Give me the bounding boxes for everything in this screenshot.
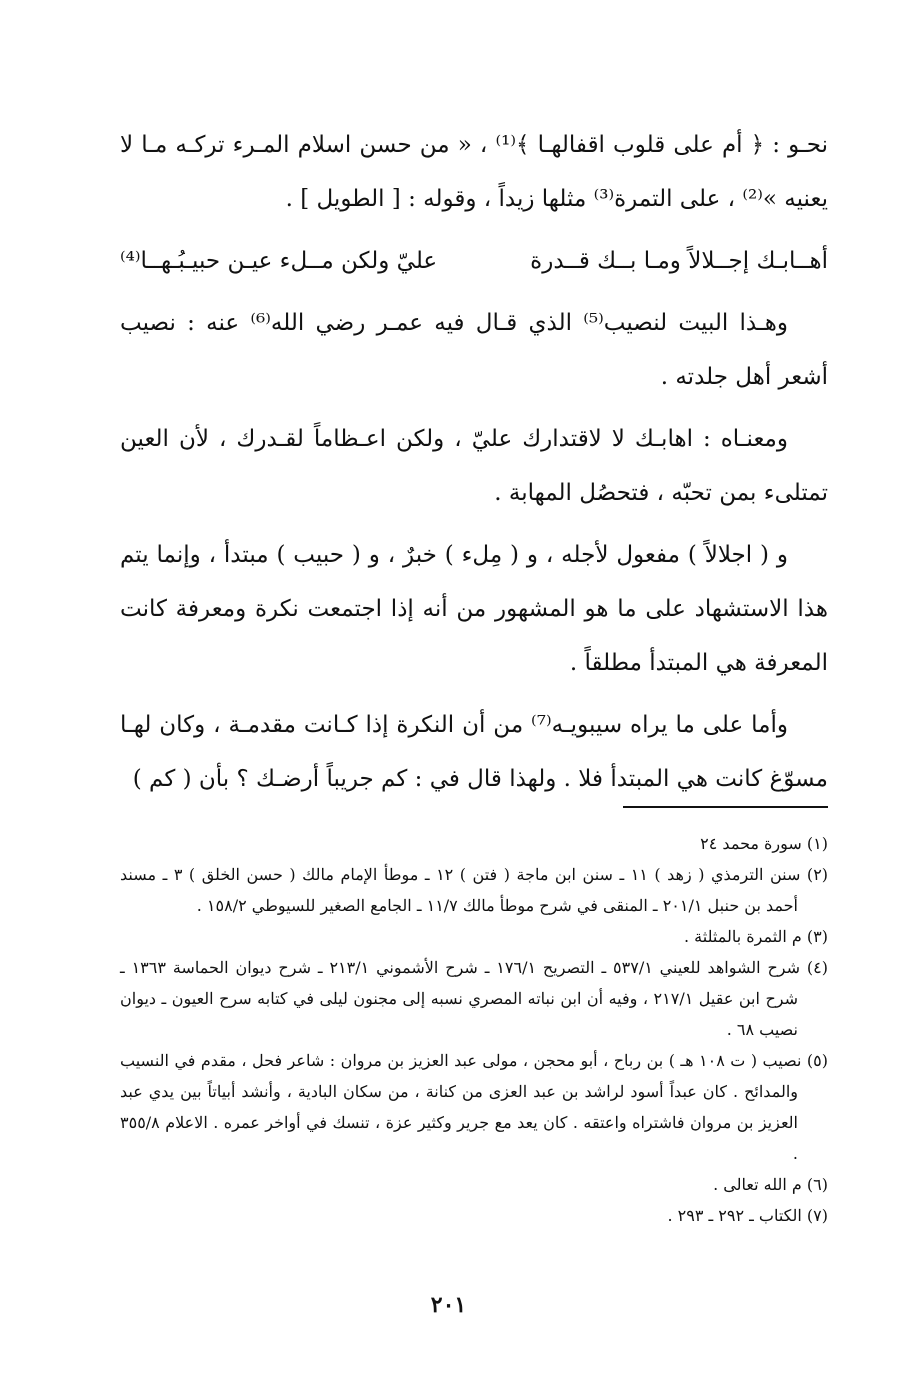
footnote-1: (١) سورة محمد ٢٤ <box>700 834 828 853</box>
paragraph-5: وأما على ما يراه سيبويـه⁽⁷⁾ من أن النكرة إذا كـانت مقدمـة ، وكان لهـا مسوّغ كانت هي المبتدأ فلا . ولهذا قال في : كم جريباً أرضـك ؟ بأن ( كم ) <box>120 712 828 792</box>
poetry-verse <box>120 234 828 288</box>
footnote-7: (٧) الكتاب ـ ٢٩٢ ـ ٢٩٣ . <box>667 1206 828 1225</box>
verse-first-hemistich: أهــابـك إجــلالاً ومـا بــك قــدرة <box>530 248 828 274</box>
footnote-5: (٥) نصيب ( ت ١٠٨ هـ ) بن رباح ، أبو محجن ، مولى عبد العزيز بن مروان : شاعر فحل ، مقدم في النسيب والمدائح . كان عبداً أسود لراشد بن عبد العزى من كنانة ، من سكان البادية ، وأنشد أبياتاً بين يدي عبد العزيز بن مروان فاشتراه واعتقه . كان يعد مع جرير وكثير عزة ، تنسك في أواخر عمره . الاعلام ٣٥٥/٨ . <box>120 1051 828 1163</box>
page-number: ٢٠١ <box>430 1292 467 1318</box>
paragraph-4: و ( اجلالاً ) مفعول لأجله ، و ( مِلء ) خبرٌ ، و ( حبيب ) مبتدأ ، وإنما يتم هذا الاستشهاد على ما هو المشهور من أنه إذا اجتمعت نكرة ومعرفة كانت المعرفة هي المبتدأ مطلقاً . <box>120 542 828 676</box>
paragraph-2: وهـذا البيت لنصيب⁽⁵⁾ الذي قـال فيه عمـر رضي الله⁽⁶⁾ عنه : نصيب أشعر أهل جلدته . <box>120 310 828 390</box>
footnote-4: (٤) شرح الشواهد للعيني ٥٣٧/١ ـ التصريح ١٧٦/١ ـ شرح الأشموني ٢١٣/١ ـ شرح ديوان الحماسة ١٣٦٣ ـ شرح ابن عقيل ٢١٧/١ ، وفيه أن ابن نباته المصري نسبه إلى مجنون ليلى في كتابه سرح العيون ـ ديوان نصيب ٦٨ . <box>120 958 829 1039</box>
paragraph-3: ومعنـاه : اهابـك لا لاقتدارك عليّ ، ولكن اعـظاماً لقـدرك ، لأن العين تمتلىء بمن تحبّه ، فتحصُل المهابة . <box>120 426 828 506</box>
footnote-2: (٢) سنن الترمذي ( زهد ) ١١ ـ سنن ابن ماجة ( فتن ) ١٢ ـ موطأ الإمام مالك ( حسن الخلق ) ٣ ـ مسند أحمد بن حنبل ٢٠١/١ ـ المنقى في شرح موطأ مالك ١١/٧ ـ الجامع الصغير للسيوطي ١٥٨/٢ . <box>120 865 829 915</box>
footnote-3: (٣) م الثمرة بالمثلثة . <box>683 927 828 946</box>
main-text <box>120 118 828 814</box>
paragraph-1: نحـو : ﴿ أم على قلوب اقفالهـا ﴾⁽¹⁾ ، « من حسن اسلام المـرء تركـه مـا لا يعنيه »⁽²⁾ ، على التمرة⁽³⁾ مثلها زيداً ، وقوله : [ الطويل ] . <box>120 132 829 212</box>
footnotes <box>120 828 828 1231</box>
verse-second-hemistich: عليّ ولكن مــلء عيـن حبيـبُـهــا⁽⁴⁾ <box>120 248 438 274</box>
footnote-separator <box>623 806 828 808</box>
footnote-6: (٦) م الله تعالى . <box>713 1175 828 1194</box>
